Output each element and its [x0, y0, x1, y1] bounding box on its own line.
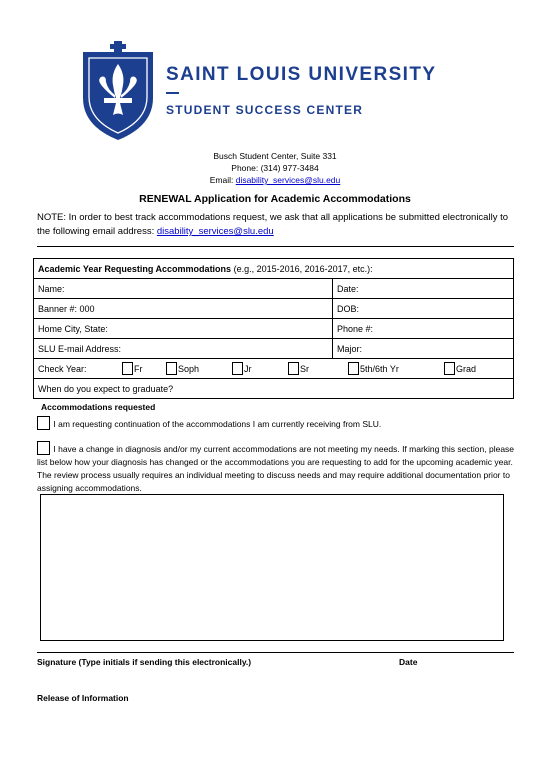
- home-city-label: Home City, State:: [38, 323, 108, 334]
- continuation-option: [37, 416, 515, 431]
- continuation-text: I am requesting continuation of the accommodations I am currently receiving from SLU.: [53, 419, 382, 429]
- date-label: Date:: [337, 283, 359, 294]
- signature-line: [37, 652, 514, 653]
- change-text: I have a change in diagnosis and/or my current accommodations are not meeting my needs. If marking this section, please list below how your diagnosis has changed or the accommodations you are requesting to add for the upcoming academic year. The review process usually requires an individual meeting to discuss needs and may require additional documentation prior to assigning accommodations.: [37, 444, 515, 493]
- checkbox-icon[interactable]: [288, 362, 299, 375]
- student-info-table: [33, 258, 514, 399]
- phone-field[interactable]: [333, 319, 514, 339]
- graduation-field[interactable]: [34, 379, 514, 399]
- check-year-label: Check Year:: [38, 363, 87, 374]
- note-text: [37, 211, 517, 239]
- check-year-row: [34, 359, 514, 379]
- name-field[interactable]: [34, 279, 333, 299]
- note-body: NOTE: In order to best track accommodations request, we ask that all applications be submitted electronically to the following email address:: [37, 212, 509, 237]
- home-city-field[interactable]: [34, 319, 333, 339]
- email-line: [0, 175, 550, 185]
- year-option-jr[interactable]: Jr: [232, 362, 288, 375]
- graduation-label: When do you expect to graduate?: [38, 383, 174, 394]
- academic-year-field[interactable]: [34, 259, 514, 279]
- checkbox-icon[interactable]: [348, 362, 359, 375]
- department-name: STUDENT SUCCESS CENTER: [166, 103, 364, 117]
- change-option: [37, 441, 515, 495]
- dob-field[interactable]: [333, 299, 514, 319]
- checkbox-icon[interactable]: [122, 362, 133, 375]
- academic-year-label: Academic Year Requesting Accommodations: [38, 263, 232, 274]
- major-field[interactable]: [333, 339, 514, 359]
- checkbox-icon[interactable]: [444, 362, 455, 375]
- accommodations-title: Accommodations requested: [41, 402, 156, 412]
- phone-line: Phone: (314) 977-3484: [231, 163, 319, 173]
- dob-label: DOB:: [337, 303, 360, 314]
- banner-field[interactable]: [34, 299, 333, 319]
- year-option-fr[interactable]: Fr: [122, 362, 166, 375]
- form-title: RENEWAL Application for Academic Accommodations: [139, 193, 411, 205]
- banner-label: Banner #: 000: [38, 303, 95, 314]
- phone-label: Phone #:: [337, 323, 374, 334]
- date-field[interactable]: [333, 279, 514, 299]
- signature-label: Signature (Type initials if sending this electronically.): [37, 657, 252, 667]
- email-label: Email:: [209, 175, 234, 185]
- slu-email-label: SLU E-mail Address:: [38, 343, 122, 354]
- email-link[interactable]: disability_services@slu.edu: [235, 175, 341, 185]
- major-label: Major:: [337, 343, 363, 354]
- year-option-soph[interactable]: Soph: [166, 362, 232, 375]
- year-option-grad[interactable]: Grad: [444, 362, 476, 375]
- checkbox-icon[interactable]: [166, 362, 177, 375]
- signature-date-label: Date: [399, 657, 418, 667]
- year-option-sr[interactable]: Sr: [288, 362, 348, 375]
- fleur-de-lis-shield-icon: [80, 40, 156, 142]
- address-line: Busch Student Center, Suite 331: [213, 151, 337, 161]
- university-name: SAINT LOUIS UNIVERSITY: [166, 64, 437, 85]
- note-email-link[interactable]: disability_services@slu.edu: [156, 226, 274, 237]
- name-label: Name:: [38, 283, 65, 294]
- accommodations-textarea[interactable]: [40, 494, 504, 641]
- checkbox-icon[interactable]: [37, 441, 50, 455]
- section-divider: [37, 246, 514, 247]
- release-title: Release of Information: [37, 693, 129, 703]
- checkbox-icon[interactable]: [37, 416, 50, 430]
- year-option-5th-6th[interactable]: 5th/6th Yr: [348, 362, 444, 375]
- checkbox-icon[interactable]: [232, 362, 243, 375]
- logo-divider: [166, 92, 179, 94]
- slu-email-field[interactable]: [34, 339, 333, 359]
- academic-year-hint: (e.g., 2015-2016, 2016-2017, etc.):: [233, 263, 373, 274]
